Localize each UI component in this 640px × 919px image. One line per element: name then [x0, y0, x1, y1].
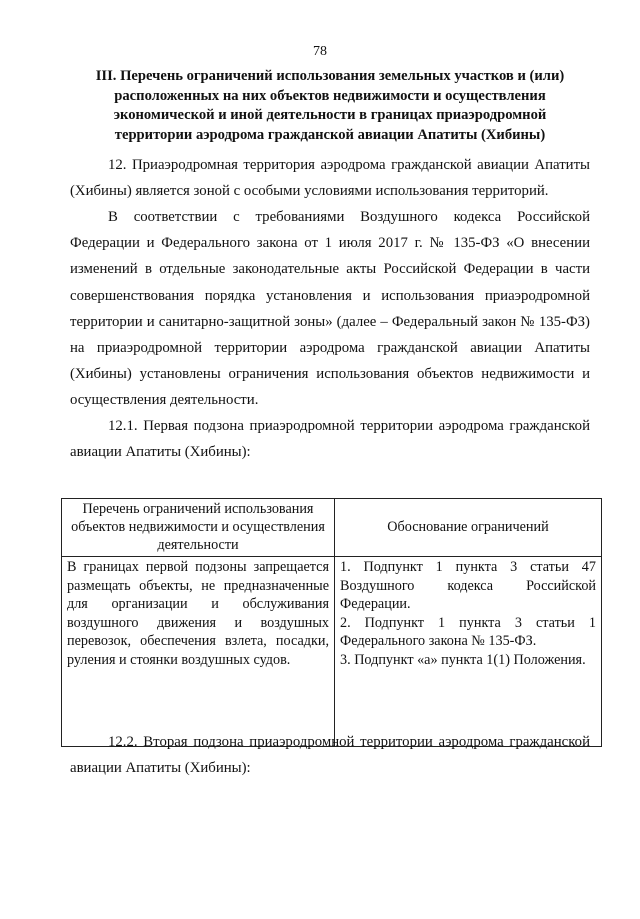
heading-line: экономической и иной деятельности в границах приаэродромной [113, 107, 547, 123]
table-row [62, 557, 602, 747]
heading-line: III. Перечень ограничений использования земельных участков и (или) [95, 68, 565, 84]
restrictions-table [61, 498, 602, 747]
heading-line: территории аэродрома гражданской авиации Апатиты (Хибины) [114, 126, 546, 143]
basis-item-1: 1. Подпункт 1 пункта 3 статьи 47 Воздушного кодекса Российской Федерации. [340, 559, 596, 613]
table-header-basis: Обоснование ограничений [335, 499, 602, 557]
table-header-row [62, 499, 602, 557]
basis-item-3: 3. Подпункт «а» пункта 1(1) Положения. [340, 651, 586, 668]
paragraph-12-1: 12.1. Первая подзона приаэродромной территории аэродрома гражданской авиации Апатиты (Хибины): [70, 418, 590, 461]
paragraph-12-2: 12.2. Вторая подзона приаэродромной территории аэродрома гражданской авиации Апатиты (Хибины): [70, 734, 590, 777]
paragraph-12: 12. Приаэродромная территория аэродрома гражданской авиации Апатиты (Хибины) является зоной с особыми условиями использования территорий. [70, 157, 590, 200]
table-header-restrictions: Перечень ограничений использования объектов недвижимости и осуществления деятельности [62, 499, 335, 557]
section-heading [80, 67, 580, 145]
table-cell-restriction: В границах первой подзоны запрещается размещать объекты, не предназначенные для организации и обслуживания воздушного движения и воздушных перевозок, обеспечения взлета, посадки, руления и стоянки воздушных судов. [62, 557, 335, 747]
table-cell-basis [335, 557, 602, 747]
paragraph-legal-basis: В соответствии с требованиями Воздушного кодекса Российской Федерации и Федерального закона от 1 июля 2017 г. № 135-ФЗ «О внесении изменений в отдельные законодательные акты Российской Федерации в части совершенствования порядка установления и использования приаэродромной территории и санитарно-защитной зоны» (далее – Федеральный закон № 135-ФЗ) на приаэродромной территории аэродрома гражданской авиации Апатиты (Хибины) установлены ограничения использования объектов недвижимости и осуществления деятельности. [70, 209, 590, 409]
basis-item-2: 2. Подпункт 1 пункта 3 статьи 1 Федерального закона № 135-ФЗ. [340, 614, 596, 650]
heading-line: расположенных на них объектов недвижимости и осуществления [114, 87, 546, 104]
page-number: 78 [313, 44, 327, 59]
